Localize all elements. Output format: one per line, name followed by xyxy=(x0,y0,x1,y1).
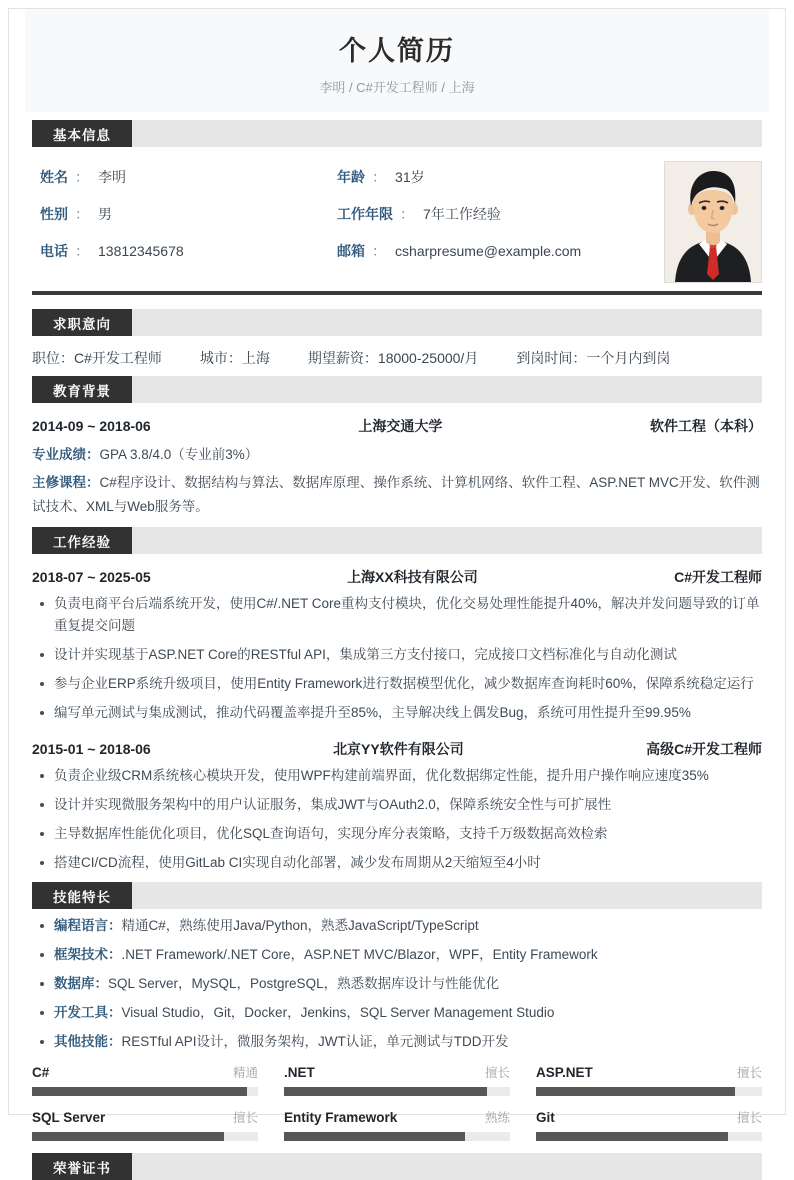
job-title: C#开发工程师 xyxy=(674,569,762,585)
skill-bar-track xyxy=(284,1132,510,1141)
field-label: 年龄 xyxy=(337,169,366,185)
skill-bar-entity-framework xyxy=(284,1108,510,1141)
skill-bar-fill xyxy=(536,1132,728,1141)
skill-item xyxy=(32,915,762,937)
skill-bar-level: 擅长 xyxy=(232,1111,258,1125)
field-value: 李明 xyxy=(98,169,126,185)
job1-header-row xyxy=(32,567,762,587)
section-bar-basic-info xyxy=(32,120,762,147)
skill-colon: ： xyxy=(108,918,122,933)
skill-bar-name: Git xyxy=(536,1110,555,1125)
basic-info-block xyxy=(32,161,762,283)
skill-text: SQL Server，MySQL，PostgreSQL，熟悉数据库设计与性能优化 xyxy=(108,976,500,991)
field-label: 工作年限 xyxy=(337,206,394,222)
skill-bar-fill xyxy=(32,1087,247,1096)
field-colon: ： xyxy=(75,243,89,259)
intent-value: C#开发工程师 xyxy=(74,350,162,366)
skill-bar-level: 擅长 xyxy=(484,1066,510,1080)
section-heading-skills: 技能特长 xyxy=(32,882,132,909)
intent-label: 职位 xyxy=(32,350,60,366)
section-bar-skills xyxy=(32,882,762,909)
education-school: 上海交通大学 xyxy=(358,418,443,434)
skill-item xyxy=(32,973,762,995)
intent-colon: ： xyxy=(60,350,74,366)
portrait-illustration xyxy=(665,162,761,282)
intent-colon: ： xyxy=(572,350,587,366)
intent-availability xyxy=(516,348,670,368)
intent-value: 上海 xyxy=(241,350,270,366)
field-colon: ： xyxy=(372,243,387,259)
basic-info-columns xyxy=(32,161,664,283)
intent-salary xyxy=(308,348,478,368)
gpa-value: GPA 3.8/4.0（专业前3%） xyxy=(99,447,259,462)
field-value: 7年工作经验 xyxy=(423,206,501,222)
job-bullet: 设计并实现微服务架构中的用户认证服务，集成JWT与OAuth2.0，保障系统安全性与可扩展性 xyxy=(32,794,762,816)
gpa-label: 专业成绩 xyxy=(32,447,86,462)
field-label: 邮箱 xyxy=(337,243,366,259)
intent-label: 城市 xyxy=(199,350,228,366)
field-experience-years xyxy=(337,204,626,224)
intent-position xyxy=(32,348,162,368)
skill-bar-level: 擅长 xyxy=(736,1111,762,1125)
basic-info-col-left xyxy=(32,161,329,283)
skill-colon: ： xyxy=(108,947,122,962)
field-phone xyxy=(40,241,329,261)
skill-bar-track xyxy=(32,1132,258,1141)
skill-item xyxy=(32,1002,762,1024)
basic-info-col-right xyxy=(329,161,626,283)
job-bullet: 编写单元测试与集成测试，推动代码覆盖率提升至85%，主导解决线上偶发Bug，系统可用性提升至99.95% xyxy=(32,702,762,724)
section-heading-experience: 工作经验 xyxy=(32,527,132,554)
education-header-row xyxy=(32,416,762,436)
skill-text: .NET Framework/.NET Core，ASP.NET MVC/Blazor，WPF，Entity Framework xyxy=(121,947,598,962)
skill-bar-name: Entity Framework xyxy=(284,1110,398,1125)
field-colon: ： xyxy=(75,169,89,185)
skill-bar-track xyxy=(32,1087,258,1096)
skill-bar-track xyxy=(536,1087,762,1096)
skill-colon: ： xyxy=(108,1034,122,1049)
page-subtitle: 李明 / C#开发工程师 / 上海 xyxy=(319,80,475,95)
skill-bar-name: C# xyxy=(32,1065,50,1080)
profile-photo xyxy=(664,161,762,283)
section-heading-job-intent: 求职意向 xyxy=(32,309,132,336)
intent-value: 一个月内到岗 xyxy=(586,350,671,366)
intent-colon: ： xyxy=(363,350,378,366)
job-bullet: 设计并实现基于ASP.NET Core的RESTful API，集成第三方支付接口，完成接口文档标准化与自动化测试 xyxy=(32,644,762,666)
skill-label: 开发工具 xyxy=(54,1005,108,1020)
skills-list xyxy=(32,915,762,1053)
skill-bar-fill xyxy=(536,1087,735,1096)
job-intent-line xyxy=(32,348,762,368)
job-bullet: 搭建CI/CD流程，使用GitLab CI实现自动化部署，减少发布周期从2天缩短至4小时 xyxy=(32,852,762,874)
skill-label: 数据库 xyxy=(54,976,95,991)
courses-colon: ： xyxy=(86,475,100,490)
section-heading-honors: 荣誉证书 xyxy=(32,1153,132,1180)
skill-bar-name: ASP.NET xyxy=(536,1065,593,1080)
field-age xyxy=(337,167,626,187)
skill-bar-track xyxy=(284,1087,510,1096)
skill-label: 编程语言 xyxy=(54,918,108,933)
intent-label: 到岗时间 xyxy=(516,350,573,366)
section-bar-honors xyxy=(32,1153,762,1180)
skill-bar-level: 擅长 xyxy=(736,1066,762,1080)
section-divider xyxy=(32,291,762,295)
section-bar-job-intent xyxy=(32,309,762,336)
field-colon: ： xyxy=(372,169,387,185)
education-courses-line xyxy=(32,471,762,519)
skill-bars-grid xyxy=(32,1063,762,1141)
skill-bar-name: .NET xyxy=(284,1065,315,1080)
skill-bar-csharp xyxy=(32,1063,258,1096)
job-bullet: 主导数据库性能优化项目，优化SQL查询语句，实现分库分表策略，支持千万级数据高效检索 xyxy=(32,823,762,845)
intent-value: 18000-25000/月 xyxy=(377,350,479,366)
skill-item xyxy=(32,944,762,966)
field-email xyxy=(337,241,626,261)
intent-label: 期望薪资 xyxy=(307,350,364,366)
section-heading-basic-info: 基本信息 xyxy=(32,120,132,147)
education-gpa-line xyxy=(32,443,762,467)
skill-bar-aspnet xyxy=(536,1063,762,1096)
job-period: 2018-07 ~ 2025-05 xyxy=(32,569,151,585)
skill-bar-name: SQL Server xyxy=(32,1110,106,1125)
field-name xyxy=(40,167,329,187)
job2-header-row xyxy=(32,739,762,759)
skill-colon: ： xyxy=(108,1005,122,1020)
field-value: 31岁 xyxy=(395,169,425,185)
skill-bar-level: 精通 xyxy=(232,1066,258,1080)
skill-bar-fill xyxy=(284,1087,487,1096)
resume-page xyxy=(8,8,786,1176)
education-period: 2014-09 ~ 2018-06 xyxy=(32,418,151,434)
section-bar-experience xyxy=(32,527,762,554)
field-value: csharpresume@example.com xyxy=(395,243,582,259)
skill-text: RESTful API设计，微服务架构，JWT认证，单元测试与TDD开发 xyxy=(121,1034,509,1049)
field-value: 13812345678 xyxy=(98,243,184,259)
intent-city xyxy=(200,348,270,368)
skill-colon: ： xyxy=(94,976,108,991)
job-company: 北京YY软件有限公司 xyxy=(333,741,464,757)
courses-label: 主修课程 xyxy=(32,475,86,490)
resume-header xyxy=(25,9,769,112)
job-period: 2015-01 ~ 2018-06 xyxy=(32,741,151,757)
skill-text: Visual Studio，Git，Docker，Jenkins，SQL Server Management Studio xyxy=(121,1005,555,1020)
field-gender xyxy=(40,204,329,224)
job2-bullet-list xyxy=(32,765,762,874)
skill-bar-sqlserver xyxy=(32,1108,258,1141)
section-bar-education xyxy=(32,376,762,403)
field-label: 电话 xyxy=(40,243,68,259)
job1-bullet-list xyxy=(32,593,762,724)
skill-bar-level: 熟练 xyxy=(484,1111,510,1125)
job-bullet: 负责电商平台后端系统开发，使用C#/.NET Core重构支付模块，优化交易处理性能提升40%，解决并发问题导致的订单重复提交问题 xyxy=(32,593,762,637)
skill-bar-git xyxy=(536,1108,762,1141)
job-company: 上海XX科技有限公司 xyxy=(347,569,478,585)
skill-bar-dotnet xyxy=(284,1063,510,1096)
skill-bar-fill xyxy=(284,1132,465,1141)
resume-content xyxy=(9,120,785,1180)
skill-label: 其他技能 xyxy=(54,1034,108,1049)
skill-text: 精通C#，熟练使用Java/Python，熟悉JavaScript/TypeScript xyxy=(121,918,479,933)
gpa-colon: ： xyxy=(86,447,100,462)
intent-colon: ： xyxy=(227,350,242,366)
skill-bar-track xyxy=(536,1132,762,1141)
skill-item xyxy=(32,1031,762,1053)
page-title: 个人简历 xyxy=(339,36,455,66)
education-degree: 软件工程（本科） xyxy=(650,418,762,434)
job-bullet: 负责企业级CRM系统核心模块开发，使用WPF构建前端界面，优化数据绑定性能，提升用户操作响应速度35% xyxy=(32,765,762,787)
field-label: 性别 xyxy=(40,206,68,222)
field-colon: ： xyxy=(400,206,415,222)
skill-label: 框架技术 xyxy=(54,947,108,962)
field-colon: ： xyxy=(75,206,89,222)
job-title: 高级C#开发工程师 xyxy=(646,741,762,757)
field-value: 男 xyxy=(98,206,112,222)
job-bullet: 参与企业ERP系统升级项目，使用Entity Framework进行数据模型优化，减少数据库查询耗时60%，保障系统稳定运行 xyxy=(32,673,762,695)
skill-bar-fill xyxy=(32,1132,224,1141)
section-heading-education: 教育背景 xyxy=(32,376,132,403)
field-label: 姓名 xyxy=(40,169,68,185)
courses-value: C#程序设计、数据结构与算法、数据库原理、操作系统、计算机网络、软件工程、ASP.NET MVC开发、软件测试技术、XML与Web服务等。 xyxy=(32,475,760,514)
